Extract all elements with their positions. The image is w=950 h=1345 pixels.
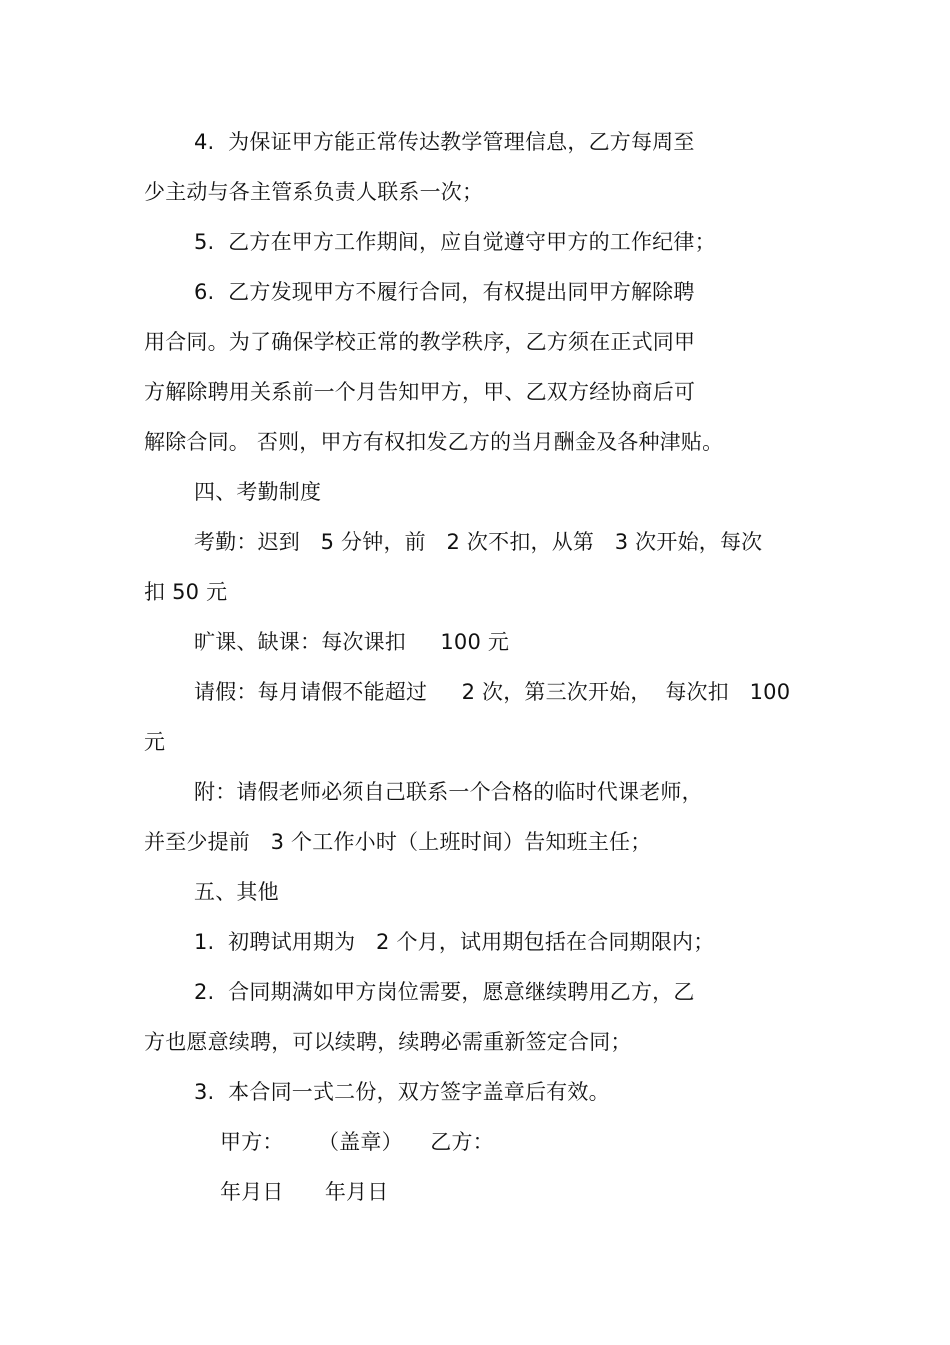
section-5-heading: 五、其他 bbox=[194, 880, 279, 904]
other-clause-1: 1. 初聘试用期为 2 个月，试用期包括在合同期限内； bbox=[194, 930, 715, 954]
clause-4-line-1: 4. 为保证甲方能正常传达教学管理信息，乙方每周至 bbox=[194, 130, 695, 154]
signature-parties-line: 甲方： （盖章） 乙方： bbox=[220, 1130, 494, 1154]
other-clause-2-line-1: 2. 合同期满如甲方岗位需要，愿意继续聘用乙方，乙 bbox=[194, 980, 695, 1004]
other-clause-3: 3. 本合同一式二份，双方签字盖章后有效。 bbox=[194, 1080, 610, 1104]
leave-line-2: 元 bbox=[144, 730, 166, 754]
clause-6-line-3: 方解除聘用关系前一个月告知甲方，甲、乙双方经协商后可 bbox=[144, 380, 696, 404]
section-4-heading: 四、考勤制度 bbox=[194, 480, 322, 504]
signature-date-line: 年月日 年月日 bbox=[220, 1180, 389, 1204]
clause-4-line-2: 少主动与各主管系负责人联系一次； bbox=[144, 180, 484, 204]
leave-line-1: 请假：每月请假不能超过 2 次，第三次开始， 每次扣 100 bbox=[194, 680, 791, 704]
clause-6-line-4: 解除合同。 否则，甲方有权扣发乙方的当月酬金及各种津贴。 bbox=[144, 430, 724, 454]
attendance-line-1: 考勤：迟到 5 分钟，前 2 次不扣，从第 3 次开始，每次 bbox=[194, 530, 763, 554]
clause-6-line-2: 用合同。为了确保学校正常的教学秩序，乙方须在正式同甲 bbox=[144, 330, 696, 354]
clause-5-line: 5. 乙方在甲方工作期间，应自觉遵守甲方的工作纪律； bbox=[194, 230, 716, 254]
note-line-1: 附：请假老师必须自己联系一个合格的临时代课老师， bbox=[194, 780, 703, 804]
clause-6-line-1: 6. 乙方发现甲方不履行合同，有权提出同甲方解除聘 bbox=[194, 280, 695, 304]
attendance-line-2: 扣 50 元 bbox=[144, 580, 228, 604]
note-line-2: 并至少提前 3 个工作小时（上班时间）告知班主任； bbox=[144, 830, 652, 854]
other-clause-2-line-2: 方也愿意续聘，可以续聘，续聘必需重新签定合同； bbox=[144, 1030, 632, 1054]
absence-line: 旷课、缺课：每次课扣 100 元 bbox=[194, 630, 510, 654]
